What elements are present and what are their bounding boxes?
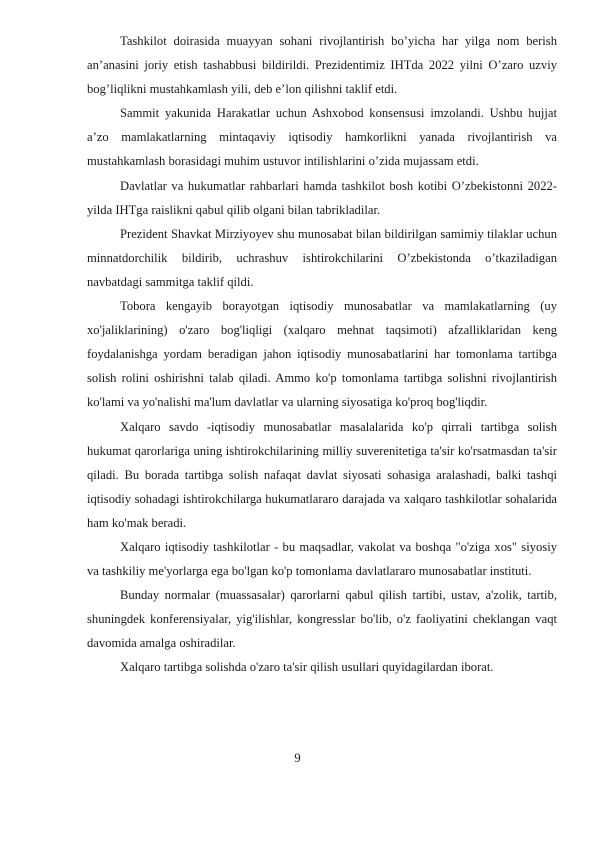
page-number: 9 xyxy=(294,751,301,765)
paragraph: Davlatlar va hukumatlar rahbarlari hamda tashkilot bosh kotibi O’zbekistonni 2022-yilda IHTga raislikni qabul qilib olgani bilan tabrikladilar. xyxy=(87,178,557,217)
paragraph: Xalqaro tartibga solishda o'zaro ta'sir qilish usullari quyidagilardan iborat. xyxy=(120,660,494,675)
paragraph: Tashkilot doirasida muayyan sohani rivojlantirish bo’yicha har yilga nom berish an’anasini joriy etish tashabbusi bildirildi. Prezidentimiz IHTda 2022 yilni O’zaro uzviy bog’liqlikni mustahkamlash yili, deb e’lon qilishni taklif etdi. xyxy=(87,34,557,97)
paragraph: Sammit yakunida Harakatlar uchun Ashxobod konsensusi imzolandi. Ushbu hujjat a’zo mamlakatlarning mintaqaviy iqtisodiy hamkorlikni yanada rivojlantirish va mustahkamlash borasidagi muhim ustuvor intilishlarini o’zida mujassam etdi. xyxy=(87,106,557,169)
paragraph: Tobora kengayib borayotgan iqtisodiy munosabatlar va mamlakatlarning (uy xo'jaliklarining) o'zaro bog'liqligi (xalqaro mehnat taqsimoti) afzalliklaridan keng foydalanishga yordam beradigan jahon iqtisodiy munosabatlarini har tomonlama tartibga solish rolini oshirishni talab qiladi. Ammo ko'p tomonlama tartibga solishni rivojlantirish ko'lami va yo'nalishi ma'lum davlatlar va ularning siyosatiga ko'proq bog'liqdir. xyxy=(87,299,557,410)
paragraph: Xalqaro savdo -iqtisodiy munosabatlar masalalarida ko'p qirrali tartibga solish hukumat qarorlariga uning ishtirokchilarining milliy suverenitetiga ta'sir ko'rsatmasdan ta'sir qiladi. Bu borada tartibga solish nafaqat davlat siyosati sohasiga aralashadi, balki tashqi iqtisodiy sohadagi ishtirokchilarga hukumatlararo darajada va xalqaro tashkilotlar sohalarida ham ko'mak beradi. xyxy=(87,419,557,530)
paragraph: Prezident Shavkat Mirziyoyev shu munosabat bilan bildirilgan samimiy tilaklar uchun minnatdorchilik bildirib, uchrashuv ishtirokchilarini O’zbekistonda o’tkaziladigan navbatdagi sammitga taklif qildi. xyxy=(87,226,557,289)
paragraph: Xalqaro iqtisodiy tashkilotlar - bu maqsadlar, vakolat va boshqa "o'ziga xos" siyosiy va tashkiliy me'yorlarga ega bo'lgan ko'p tomonlama davlatlararo munosabatlar instituti. xyxy=(87,539,557,579)
paragraph: Bunday normalar (muassasalar) qarorlarni qabul qilish tartibi, ustav, a'zolik, tartib, shuningdek konferensiyalar, yig'ilishlar, kongresslar bo'lib, o'z faoliyatini cheklangan vaqt davomida amalga oshiradilar. xyxy=(87,588,557,651)
body-text xyxy=(87,29,557,680)
